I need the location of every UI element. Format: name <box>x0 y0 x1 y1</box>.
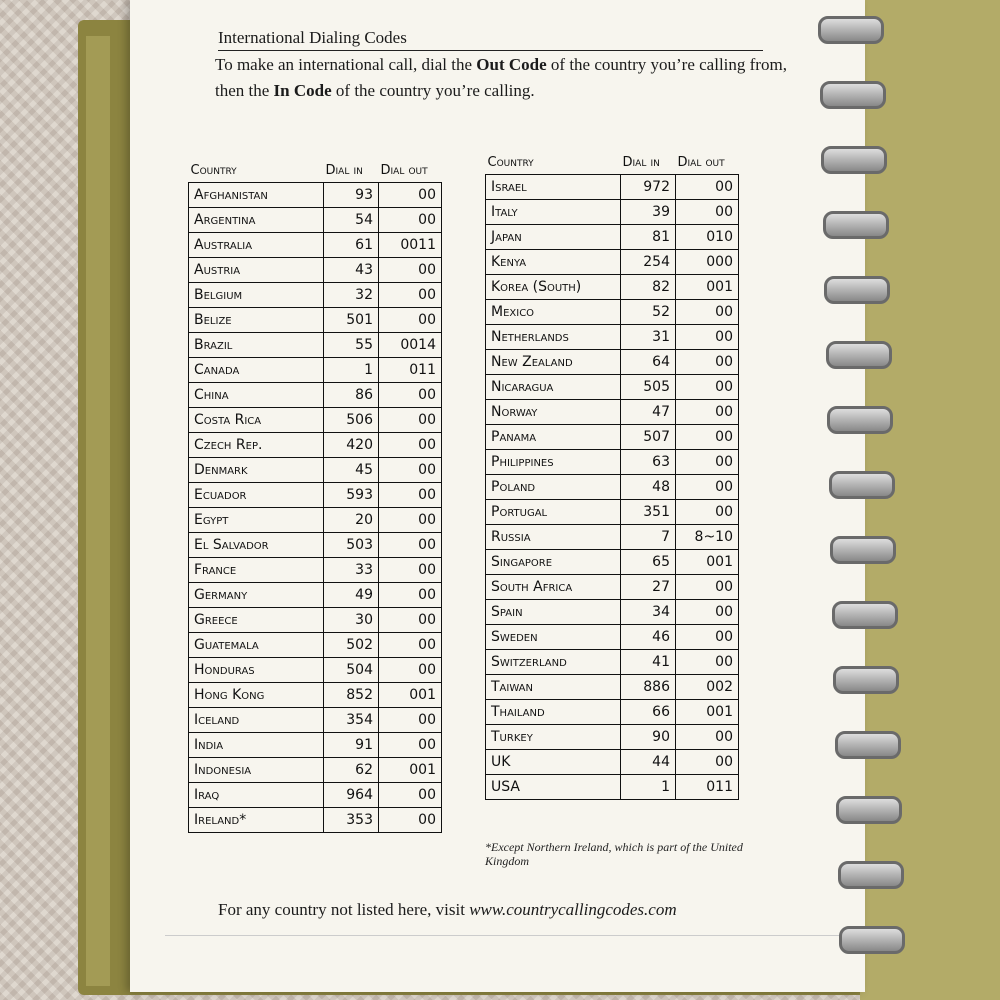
dial-in-cell: 505 <box>621 375 676 400</box>
dial-in-cell: 64 <box>621 350 676 375</box>
dial-in-cell: 33 <box>324 558 379 583</box>
dial-in-cell: 504 <box>324 658 379 683</box>
footer-rule <box>165 935 845 936</box>
table-row <box>189 208 442 233</box>
dial-in-cell: 30 <box>324 608 379 633</box>
country-cell: Hong Kong <box>189 683 324 708</box>
table-row <box>189 758 442 783</box>
table-row <box>486 475 739 500</box>
dial-in-cell: 964 <box>324 783 379 808</box>
table-row <box>486 600 739 625</box>
country-cell: Spain <box>486 600 621 625</box>
table-row <box>486 550 739 575</box>
intro-part-a: To make an international call, dial the <box>215 55 477 74</box>
dial-out-cell: 00 <box>379 258 442 283</box>
table-row <box>486 425 739 450</box>
table-row <box>189 183 442 208</box>
dial-in-cell: 81 <box>621 225 676 250</box>
country-cell: Russia <box>486 525 621 550</box>
table-row <box>189 708 442 733</box>
binding-ring <box>832 601 898 629</box>
country-cell: Indonesia <box>189 758 324 783</box>
dial-out-cell: 00 <box>379 508 442 533</box>
dial-out-cell: 00 <box>676 425 739 450</box>
dial-out-cell: 00 <box>379 308 442 333</box>
col-dial-out: Dial out <box>380 163 428 178</box>
dial-out-cell: 00 <box>379 733 442 758</box>
dial-in-cell: 1 <box>324 358 379 383</box>
dial-in-cell: 593 <box>324 483 379 508</box>
dial-out-cell: 00 <box>676 450 739 475</box>
binding-ring <box>830 536 896 564</box>
dial-in-cell: 502 <box>324 633 379 658</box>
country-cell: Brazil <box>189 333 324 358</box>
right-codes-table <box>485 155 739 800</box>
col-dial-in: Dial in <box>622 155 660 170</box>
table-row <box>486 350 739 375</box>
dial-out-cell: 00 <box>379 483 442 508</box>
table-row <box>189 658 442 683</box>
table-row <box>189 383 442 408</box>
country-cell: Thailand <box>486 700 621 725</box>
dial-out-cell: 011 <box>676 775 739 800</box>
country-cell: Taiwan <box>486 675 621 700</box>
dial-out-cell: 00 <box>379 208 442 233</box>
dial-in-cell: 65 <box>621 550 676 575</box>
table-row <box>189 783 442 808</box>
country-cell: Italy <box>486 200 621 225</box>
dial-out-cell: 00 <box>676 200 739 225</box>
dial-out-cell: 00 <box>379 808 442 833</box>
country-cell: Austria <box>189 258 324 283</box>
dial-in-cell: 39 <box>621 200 676 225</box>
dial-out-cell: 00 <box>379 283 442 308</box>
dial-out-cell: 001 <box>379 758 442 783</box>
dial-in-cell: 27 <box>621 575 676 600</box>
table-row <box>189 308 442 333</box>
dial-out-cell: 001 <box>379 683 442 708</box>
dial-out-cell: 00 <box>676 500 739 525</box>
country-cell: Ecuador <box>189 483 324 508</box>
binding-ring <box>821 146 887 174</box>
binding-ring <box>824 276 890 304</box>
intro-part-b: of the country you’re calling from, then the <box>215 55 787 100</box>
dial-in-cell: 972 <box>621 175 676 200</box>
table-row <box>189 558 442 583</box>
table-row <box>486 700 739 725</box>
col-country: Country <box>190 163 237 178</box>
intro-part-c: of the country you’re calling. <box>331 81 535 100</box>
table-row <box>189 458 442 483</box>
dial-out-cell: 00 <box>676 750 739 775</box>
dial-out-cell: 00 <box>379 608 442 633</box>
country-cell: Honduras <box>189 658 324 683</box>
dial-out-cell: 011 <box>379 358 442 383</box>
country-cell: New Zealand <box>486 350 621 375</box>
dial-out-cell: 001 <box>676 700 739 725</box>
table-row <box>486 400 739 425</box>
table-row <box>486 775 739 800</box>
table-row <box>486 200 739 225</box>
country-cell: Panama <box>486 425 621 450</box>
dial-in-cell: 90 <box>621 725 676 750</box>
dial-in-cell: 353 <box>324 808 379 833</box>
table-row <box>486 675 739 700</box>
country-cell: South Africa <box>486 575 621 600</box>
dial-in-cell: 49 <box>324 583 379 608</box>
footer-text <box>218 900 677 920</box>
dial-in-cell: 20 <box>324 508 379 533</box>
dial-in-cell: 507 <box>621 425 676 450</box>
dial-in-cell: 47 <box>621 400 676 425</box>
dial-in-cell: 31 <box>621 325 676 350</box>
dial-in-cell: 501 <box>324 308 379 333</box>
country-cell: UK <box>486 750 621 775</box>
dial-out-cell: 00 <box>379 433 442 458</box>
dial-out-cell: 00 <box>676 175 739 200</box>
dial-out-cell: 001 <box>676 275 739 300</box>
dial-in-cell: 351 <box>621 500 676 525</box>
dial-out-cell: 010 <box>676 225 739 250</box>
dial-out-cell: 00 <box>379 658 442 683</box>
country-cell: Belgium <box>189 283 324 308</box>
country-cell: Australia <box>189 233 324 258</box>
country-cell: Egypt <box>189 508 324 533</box>
table-row <box>189 583 442 608</box>
dial-out-cell: 0011 <box>379 233 442 258</box>
table-row <box>189 233 442 258</box>
country-cell: Costa Rica <box>189 408 324 433</box>
country-cell: Netherlands <box>486 325 621 350</box>
table-row <box>486 625 739 650</box>
country-cell: Greece <box>189 608 324 633</box>
footer-prefix: For any country not listed here, visit <box>218 900 470 919</box>
dial-out-cell: 00 <box>676 325 739 350</box>
dial-out-cell: 00 <box>379 708 442 733</box>
table-row <box>486 525 739 550</box>
dial-out-cell: 00 <box>379 583 442 608</box>
binding-ring <box>827 406 893 434</box>
dial-in-cell: 503 <box>324 533 379 558</box>
table-row <box>189 508 442 533</box>
country-cell: Singapore <box>486 550 621 575</box>
table-row <box>189 258 442 283</box>
footnote: *Except Northern Ireland, which is part of the United Kingdom <box>485 840 743 868</box>
dial-in-cell: 886 <box>621 675 676 700</box>
country-cell: Canada <box>189 358 324 383</box>
dial-in-cell: 62 <box>324 758 379 783</box>
dial-out-cell: 00 <box>676 650 739 675</box>
country-cell: Switzerland <box>486 650 621 675</box>
intro-text <box>215 52 795 104</box>
country-cell: China <box>189 383 324 408</box>
cover-edge <box>86 36 110 986</box>
dial-in-cell: 46 <box>621 625 676 650</box>
table-row <box>189 683 442 708</box>
dial-in-cell: 55 <box>324 333 379 358</box>
dial-out-cell: 00 <box>379 408 442 433</box>
table-row <box>486 375 739 400</box>
dial-in-cell: 43 <box>324 258 379 283</box>
table-row <box>486 325 739 350</box>
table-row <box>189 433 442 458</box>
country-cell: Afghanistan <box>189 183 324 208</box>
country-cell: El Salvador <box>189 533 324 558</box>
dial-in-cell: 420 <box>324 433 379 458</box>
binding-ring <box>838 861 904 889</box>
country-cell: Argentina <box>189 208 324 233</box>
dial-out-cell: 00 <box>379 458 442 483</box>
footer-url: www.countrycallingcodes.com <box>469 900 677 919</box>
dial-in-cell: 52 <box>621 300 676 325</box>
country-cell: Guatemala <box>189 633 324 658</box>
dial-in-cell: 7 <box>621 525 676 550</box>
table-row <box>486 250 739 275</box>
book-page <box>130 0 865 992</box>
dial-in-cell: 82 <box>621 275 676 300</box>
country-cell: Sweden <box>486 625 621 650</box>
binding-ring <box>836 796 902 824</box>
dial-in-cell: 506 <box>324 408 379 433</box>
country-cell: Iceland <box>189 708 324 733</box>
table-row <box>189 633 442 658</box>
country-cell: Portugal <box>486 500 621 525</box>
col-country: Country <box>487 155 534 170</box>
table-row <box>189 608 442 633</box>
dial-out-cell: 00 <box>676 300 739 325</box>
dial-out-cell: 00 <box>676 600 739 625</box>
country-cell: Nicaragua <box>486 375 621 400</box>
table-row <box>486 450 739 475</box>
table-row <box>189 808 442 833</box>
binding-ring <box>835 731 901 759</box>
dial-in-cell: 254 <box>621 250 676 275</box>
country-cell: Czech Rep. <box>189 433 324 458</box>
table-row <box>189 283 442 308</box>
table-row <box>486 225 739 250</box>
dial-in-cell: 48 <box>621 475 676 500</box>
table-row <box>486 175 739 200</box>
country-cell: Ireland* <box>189 808 324 833</box>
dial-out-cell: 001 <box>676 550 739 575</box>
binding-ring <box>833 666 899 694</box>
country-cell: Denmark <box>189 458 324 483</box>
dial-in-cell: 1 <box>621 775 676 800</box>
dial-out-cell: 00 <box>379 533 442 558</box>
table-row <box>189 533 442 558</box>
country-cell: Philippines <box>486 450 621 475</box>
dial-out-cell: 00 <box>676 350 739 375</box>
dial-out-cell: 8~10 <box>676 525 739 550</box>
dial-out-cell: 00 <box>676 575 739 600</box>
country-cell: Germany <box>189 583 324 608</box>
col-dial-out: Dial out <box>677 155 725 170</box>
dial-out-cell: 00 <box>379 633 442 658</box>
dial-out-cell: 00 <box>676 375 739 400</box>
dial-in-cell: 32 <box>324 283 379 308</box>
dial-in-cell: 44 <box>621 750 676 775</box>
dial-out-cell: 00 <box>379 558 442 583</box>
dial-in-cell: 354 <box>324 708 379 733</box>
dial-in-cell: 61 <box>324 233 379 258</box>
country-cell: Israel <box>486 175 621 200</box>
table-row <box>486 725 739 750</box>
binding-ring <box>826 341 892 369</box>
binding-ring <box>818 16 884 44</box>
country-cell: Turkey <box>486 725 621 750</box>
table-row <box>189 408 442 433</box>
table-row <box>486 750 739 775</box>
table-row <box>189 333 442 358</box>
country-cell: Belize <box>189 308 324 333</box>
country-cell: Kenya <box>486 250 621 275</box>
dial-out-cell: 002 <box>676 675 739 700</box>
col-dial-in: Dial in <box>325 163 363 178</box>
binding-ring <box>829 471 895 499</box>
intro-in-code: In Code <box>273 81 332 100</box>
country-cell: Korea (South) <box>486 275 621 300</box>
dial-in-cell: 54 <box>324 208 379 233</box>
table-row <box>189 358 442 383</box>
dial-out-cell: 00 <box>379 383 442 408</box>
country-cell: Japan <box>486 225 621 250</box>
dial-out-cell: 00 <box>379 783 442 808</box>
dial-in-cell: 91 <box>324 733 379 758</box>
table-row <box>189 733 442 758</box>
dial-in-cell: 41 <box>621 650 676 675</box>
table-row <box>486 575 739 600</box>
dial-in-cell: 45 <box>324 458 379 483</box>
dial-out-cell: 00 <box>379 183 442 208</box>
dial-in-cell: 34 <box>621 600 676 625</box>
country-cell: Norway <box>486 400 621 425</box>
dial-in-cell: 86 <box>324 383 379 408</box>
table-row <box>189 483 442 508</box>
country-cell: Mexico <box>486 300 621 325</box>
country-cell: France <box>189 558 324 583</box>
table-row <box>486 275 739 300</box>
dial-in-cell: 66 <box>621 700 676 725</box>
country-cell: USA <box>486 775 621 800</box>
dial-in-cell: 63 <box>621 450 676 475</box>
intro-out-code: Out Code <box>476 55 547 74</box>
dial-out-cell: 000 <box>676 250 739 275</box>
table-row <box>486 500 739 525</box>
dial-out-cell: 0014 <box>379 333 442 358</box>
dial-out-cell: 00 <box>676 725 739 750</box>
binding-ring <box>823 211 889 239</box>
country-cell: Poland <box>486 475 621 500</box>
table-row <box>486 300 739 325</box>
dial-out-cell: 00 <box>676 625 739 650</box>
page-heading: International Dialing Codes <box>218 28 763 51</box>
dial-out-cell: 00 <box>676 400 739 425</box>
binding-ring <box>839 926 905 954</box>
dial-in-cell: 852 <box>324 683 379 708</box>
binding-ring <box>820 81 886 109</box>
left-codes-table <box>188 163 442 833</box>
dial-in-cell: 93 <box>324 183 379 208</box>
country-cell: India <box>189 733 324 758</box>
table-row <box>486 650 739 675</box>
dial-out-cell: 00 <box>676 475 739 500</box>
country-cell: Iraq <box>189 783 324 808</box>
